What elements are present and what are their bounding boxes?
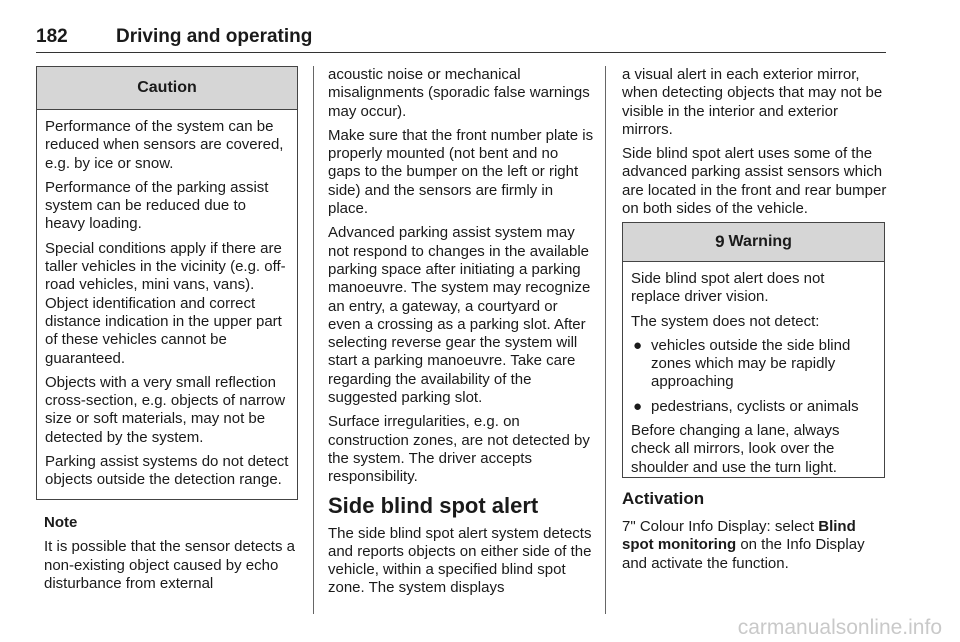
caution-paragraph: Special conditions apply if there are taller vehicles in the vicinity (e.g. off-road vehicles, mini vans, vans). Object identification and correct distance indication in the upper part of these vehicles cannot be guaranteed.: [45, 239, 286, 367]
section-text: The side blind spot alert system detects and reports objects on either side of the vehicle, within a specified blind spot zone. The system displays: [328, 524, 592, 597]
note-block: [44, 514, 302, 599]
warning-lead: The system does not detect:: [631, 312, 820, 330]
warning-header: [623, 223, 884, 262]
chapter-title: Driving and operating: [116, 26, 313, 47]
bullet-icon: ●: [633, 336, 643, 354]
body-paragraph: Side blind spot alert uses some of the advanced parking assist sensors which are located in the front and rear bumper on both sides of the vehicle.: [622, 145, 887, 218]
warning-closing: Before changing a lane, always check all mirrors, look over the shoulder and use the turn light.: [631, 422, 840, 476]
caution-body: [37, 110, 297, 490]
page-header: [36, 24, 886, 53]
body-paragraph: a visual alert in each exterior mirror, when detecting objects that may not be visible in the interior and exterior mirrors.: [622, 66, 883, 138]
caution-box: [36, 66, 298, 500]
menu-item-name: Blind spot monitoring: [622, 518, 856, 554]
warning-bullet: ● vehicles outside the side blind zones which may be rapidly approaching: [633, 336, 851, 391]
note-text: It is possible that the sensor detects a non-existing object caused by echo disturbance from external: [44, 538, 295, 592]
warning-icon: 9: [715, 232, 725, 251]
middle-column: [328, 66, 594, 604]
watermark: carmanualsonline.info: [737, 616, 942, 639]
warning-bullet: ● pedestrians, cyclists or animals: [633, 397, 859, 415]
warning-intro: Side blind spot alert does not replace driver vision.: [631, 270, 825, 306]
section-title: Side blind spot alert: [328, 492, 539, 518]
body-paragraph: Advanced parking assist system may not respond to changes in the available parking space after initiating a parking manoeuvre. The system may recognize an entry, a gateway, a courtyard or even a crossing as a parking slot. After selecting reverse gear the system will start a parking manoeuvre. Take care regarding the availability of the suggested parking slot.: [328, 224, 591, 407]
caution-paragraph: Parking assist systems do not detect objects outside the detection range.: [45, 453, 289, 489]
column-divider: [313, 66, 314, 614]
body-paragraph: Make sure that the front number plate is properly mounted (not bent and no gaps to the bumper on the left or right side) and the sensors are firmly in place.: [328, 126, 594, 218]
warning-box: [622, 222, 885, 478]
activation-title: Activation: [622, 489, 705, 508]
body-paragraph: Surface irregularities, e.g. on construction zones, are not detected by the system. The driver accepts responsibility.: [328, 413, 590, 486]
column-divider: [605, 66, 606, 614]
caution-paragraph: Performance of the system can be reduced when sensors are covered, e.g. by ice or snow.: [45, 118, 284, 172]
warning-title: Warning: [728, 233, 792, 250]
caution-paragraph: Objects with a very small reflection cross-section, e.g. objects of narrow size or soft materials, may not be detected by the system.: [45, 373, 286, 446]
body-paragraph: acoustic noise or mechanical misalignments (sporadic false warnings may occur).: [328, 66, 590, 120]
activation-block: [622, 488, 888, 579]
warning-body: [623, 262, 884, 477]
right-column-top: [622, 66, 888, 224]
activation-text: 7" Colour Info Display: select Blind spot monitoring on the Info Display and activate the function.: [622, 518, 865, 572]
bullet-icon: ●: [633, 397, 643, 415]
caution-title: Caution: [37, 67, 297, 110]
caution-paragraph: Performance of the parking assist system can be reduced due to heavy loading.: [45, 178, 269, 233]
page-number: 182: [36, 26, 68, 47]
note-title: Note: [44, 514, 78, 531]
